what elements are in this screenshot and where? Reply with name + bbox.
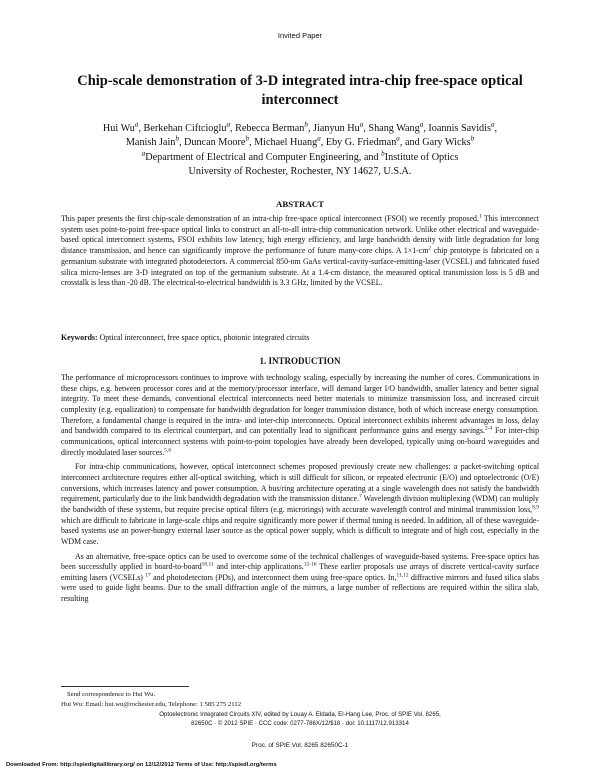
footnotes bbox=[61, 690, 539, 709]
abstract-text: This paper presents the first chip-scale demonstration of an intra-chip free-space optical interconnect (FSOI) we recently proposed.$^1$ This interconnect system uses point-to-point free-space optical links to construct an all-to-all intra-chip communication network. Unlike other electrical and waveguide-based optical interconnect systems, FSOI exhibits low latency, high energy efficiency, and large bandwidth density with little degradation for long distance transmission, and hence can significantly improve the performance of future many-core chips. A $1\times 1-cm^2$ chip prototype is fabricated on a germanium substrate with integrated photodetectors. A commercial 850-nm GaAs vertical-cavity-surface-emitting-laser (VCSEL) and fabricated fused silica micro-lenses are 3-D integrated on top of the germanium substrate. At a 1.4-cm distance, the measured optical transmission loss is 5 dB and crosstalk is less than -20 dB. The electrical-to-electrical bandwidth is 3.3 GHz, limited by the VCSEL. bbox=[61, 213, 539, 288]
download-notice: Downloaded From: http://spiedigitallibrary.org/ on 12/12/2012 Terms of Use: http://spiedl.org/terms bbox=[6, 762, 277, 768]
keywords-label: Keywords: bbox=[61, 333, 98, 342]
author-list: Hui Wu$^a$, Berkehan Ciftcioglu$^a$, Rebecca Berman$^b$, Jianyun Hu$^a$, Shang Wang$^a$, Ioannis Savidis$^a$, Manish Jain$^b$, Duncan Moore$^b$, Michael Huang$^a$, Eby G. Friedman$^a$, and Gary Wicks$^b$ bbox=[102, 120, 498, 148]
invited-paper-label: Invited Paper bbox=[277, 31, 323, 40]
paper-title: Chip-scale demonstration of 3-D integrated intra-chip free-space optical interconnect bbox=[77, 73, 523, 108]
affiliations: $^a$Department of Electrical and Computer Engineering, and $^b$Institute of Optics University of Rochester, Rochester, NY 14627, U.S.A. bbox=[141, 149, 459, 177]
intro-paragraph-2: For intra-chip communications, however, optical interconnect schemes proposed previously create new challenges: a packet-switching optical interconnect architecture requires either all-optical switching, which is still difficult for silicon, or repeated electronic (E/O) and optoelectronic (O/E) conversions, which increases latency and power consumption. A bus/ring architecture operating at a single wavelength does not satisfy the bandwidth requirement, particularly due to the link bandwidth degradation with the transmission distance.$^7$ Wavelength division multiplexing (WDM) can multiply the bandwidth of these systems, but require precise optical filters (e.g. microrings) with accurate wavelength control and minimal transmission loss,$^{8,9}$ which are difficult to fabricate in large-scale chips and require significantly more power if thermal tuning is needed. In addition, all of these waveguide-based systems use an power-hungry external laser source as the optical power supply, which is difficult to integrate and of high cost, especially in the WDM case. bbox=[61, 462, 539, 546]
proceedings-line-2: 82650C · © 2012 SPIE · CCC code: 0277-786X/12/$18 · doi: 10.1117/12.913314 bbox=[191, 720, 409, 727]
proceedings-citation bbox=[0, 710, 600, 728]
keywords bbox=[61, 333, 539, 342]
section-heading-introduction: 1. INTRODUCTION bbox=[259, 356, 341, 366]
introduction-body bbox=[61, 373, 539, 605]
page-identifier: Proc. of SPIE Vol. 8265 82650C-1 bbox=[251, 742, 349, 749]
footnote-correspondence: Send correspondence to Hui Wu. bbox=[67, 691, 156, 698]
keywords-text: Optical interconnect, free space optics, photonic integrated circuits bbox=[97, 333, 310, 342]
abstract-heading: ABSTRACT bbox=[276, 199, 324, 209]
intro-paragraph-3: As an alternative, free-space optics can be used to overcome some of the technical challenges of waveguide-based systems. Free-space optics has been successfully applied in board-to-board$^{10,11}$ and inter-chip applications.$^{12-16}$ These earlier proposals use arrays of discrete vertical-cavity surface emitting lasers (VCSELs) $^{17}$ and photodetectors (PDs), and interconnect them using free-space optics. In,$^{11,12}$ diffractive mirrors and fused silica slabs were used to guide light beams. Due to the small diffraction angle of the mirrors, a large number of reflections are required within the silica slab, resulting bbox=[61, 551, 539, 604]
intro-paragraph-1: The performance of microprocessors continues to improve with technology scaling, especially by increasing the number of cores. Communications in these chips, e.g. between processor cores and at the memory/processor interface, will demand larger I/O bandwidth, smaller latency and better signal integrity. To meet these demands, conventional electrical interconnects need better materials to minimize transmission loss, and increased circuit complexity (e.g. equalization) to compensate for bandwidth degradation for longer transmission distance, both of which increase energy consumption. Therefore, a fundamental change is required in the intra- and inter-chip interconnects. Optical interconnect exhibits inherent advantages in loss, delay and bandwidth compared to its electrical counterpart, and can potentially lead to significant performance gains and energy savings.$^{2-4}$ For inter-chip communications, optical interconnect systems with point-to-point topologies have already been developed, typically using on-board waveguides and directly modulated laser sources.$^{5,6}$ bbox=[61, 373, 539, 457]
proceedings-line-1: Optoelectronic Integrated Circuits XIV, edited by Louay A. Eldada, El-Hang Lee, Proc. of SPIE Vol. 8265, bbox=[159, 711, 441, 718]
footnote-contact: Hui Wu: Email: hui.wu@rochester.edu, Telephone: 1 585 275 2112 bbox=[61, 700, 242, 708]
footnote-divider bbox=[61, 686, 189, 687]
